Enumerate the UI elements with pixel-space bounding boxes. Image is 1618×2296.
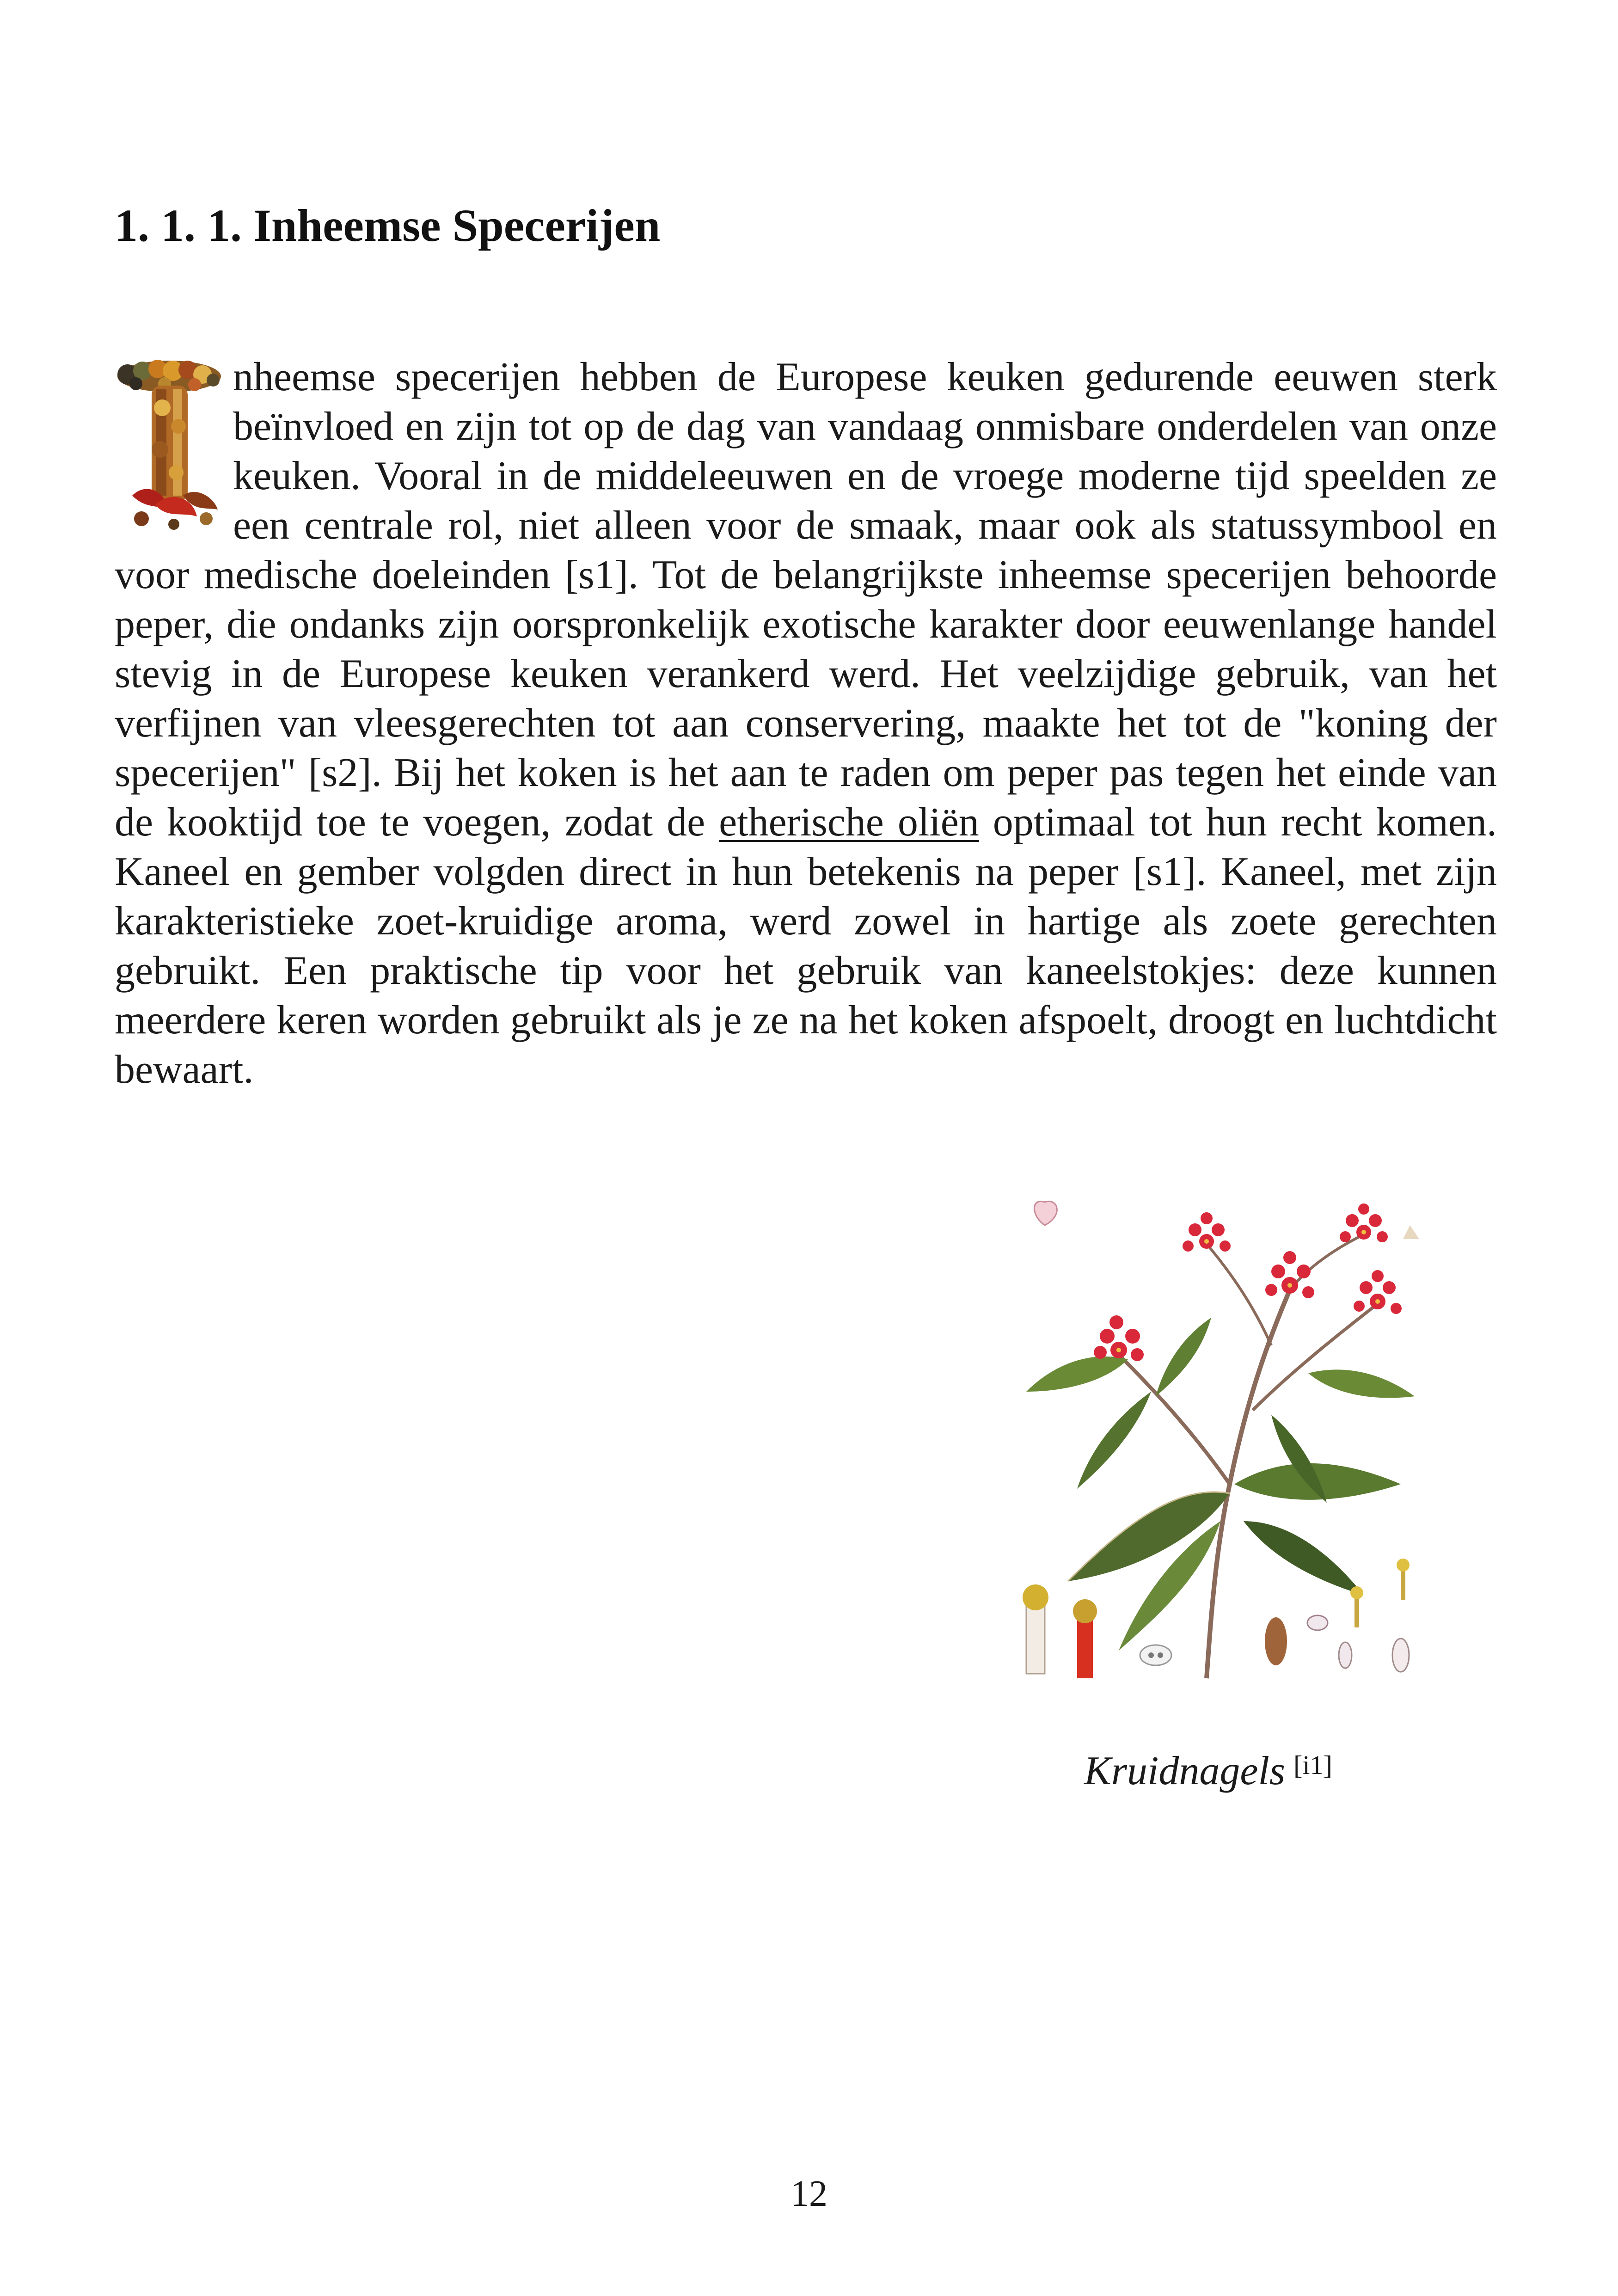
body-paragraph bbox=[115, 352, 1497, 1094]
paragraph-text-part1: nheemse specerijen hebben de Europese keuken gedurende eeuwen sterk beïnvloed en zijn tot op de dag van vandaag onmisbare onderdelen van onze keuken. Vooral in de middeleeuwen en de vroege moderne tijd speelden ze een centrale rol, niet alleen voor de smaak, maar ook als statussymbool en voor medische doeleinden [s1]. Tot de belangrijkste inheemse specerijen behoorde peper, die ondanks zijn oorspronkelijk exotische karakter door eeuwenlange handel stevig in de Europese keuken verankerd werd. Het veelzijdige gebruik, van het verfijnen van vleesgerechten tot aan conservering, maakte het tot de "koning der specerijen" [s2]. Bij het koken is het aan te raden om peper pas tegen het einde van de kooktijd toe te voegen, zodat de bbox=[115, 355, 1497, 845]
image-reference: [i1] bbox=[1293, 1750, 1332, 1780]
drop-cap-letter bbox=[115, 352, 233, 546]
section-heading: 1. 1. 1. Inheemse Specerijen bbox=[115, 200, 661, 251]
page-number: 12 bbox=[791, 2173, 827, 2214]
figure-caption bbox=[1084, 1748, 1332, 1794]
clove-illustration-image bbox=[1012, 1197, 1428, 1697]
etherische-olien-term: etherische oliën bbox=[719, 800, 979, 845]
caption-text: Kruidnagels bbox=[1084, 1749, 1286, 1793]
paragraph-text-part2: optimaal tot hun recht komen. Kaneel en gember volgden direct in hun betekenis na peper [s1]. Kaneel, met zijn karakteristieke zoet-kruidige aroma, werd zowel in hartige als zoete gerechten gebruikt. Een praktische tip voor het gebruik van kaneelstokjes: deze kunnen meerdere keren worden gebruikt als je ze na het koken afspoelt, droogt en luchtdicht bewaart. bbox=[115, 800, 1497, 1092]
